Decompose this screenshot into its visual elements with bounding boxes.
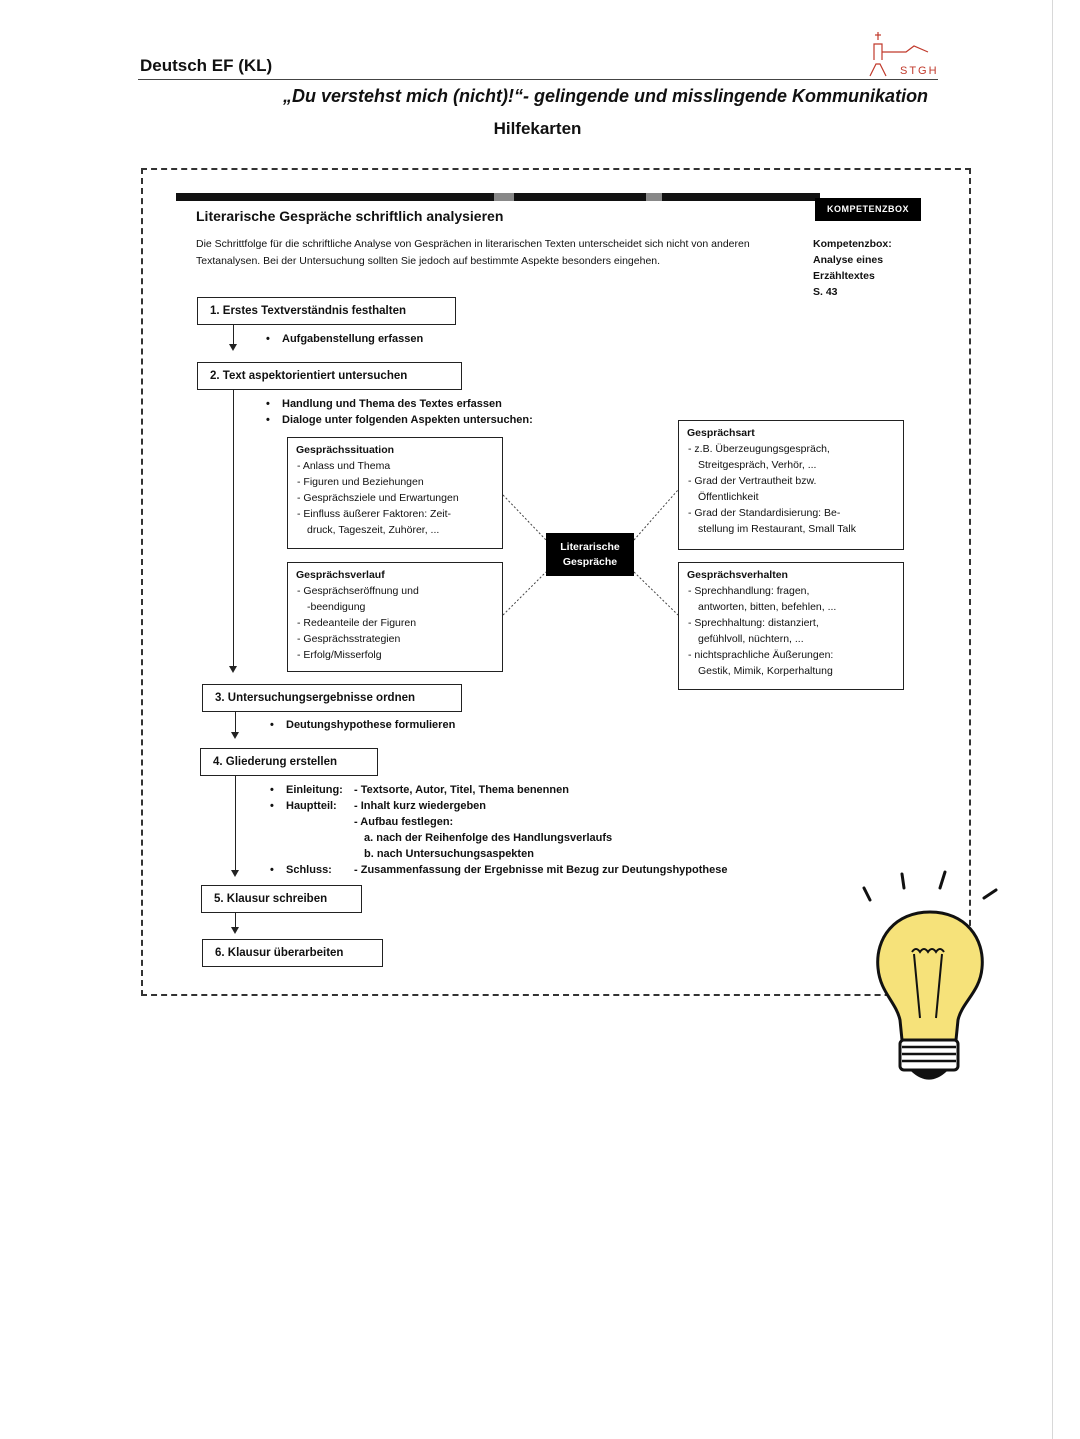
gliederung-text: - Inhalt kurz wiedergeben <box>354 800 487 812</box>
aspect-gespraechsverhalten <box>678 562 904 690</box>
bullet-text: Handlung und Thema des Textes erfassen <box>282 398 502 410</box>
bullet-text: Dialoge unter folgenden Aspekten untersuchen: <box>282 414 533 426</box>
center-node-literarische-gespraeche <box>546 533 634 576</box>
aspect-item: - Figuren und Beziehungen <box>297 476 424 488</box>
step-1-box: 1. Erstes Textverständnis festhalten <box>197 297 456 325</box>
bullet-text: Aufgabenstellung erfassen <box>282 333 424 345</box>
step-5-box: 5. Klausur schreiben <box>201 885 362 913</box>
aspect-item: gefühlvoll, nüchtern, ... <box>698 633 804 645</box>
flow-arrow <box>229 344 237 351</box>
gliederung-details: • Einleitung: - Textsorte, Autor, Titel, Thema benennen • Hauptteil: - Inhalt kurz wiedergeben - Aufbau festlegen: a. nach der Reihenfolge des Handlungsverlaufs b. nach Untersuchungsaspekten • Schluss: - Zusammenfassung der Ergebnisse mit Bezug zur Deutungshypothese <box>270 784 728 876</box>
gliederung-label: Schluss: <box>286 864 332 876</box>
flow-arrow <box>231 927 239 934</box>
church-logo-icon <box>866 30 940 78</box>
gliederung-text: - Aufbau festlegen: <box>354 816 454 828</box>
aspect-item: - z.B. Überzeugungsgespräch, <box>688 443 830 455</box>
aspect-item: - Sprechhandlung: fragen, <box>688 585 810 597</box>
aspect-item: Öffentlichkeit <box>698 491 759 503</box>
gliederung-text: - Zusammenfassung der Ergebnisse mit Bezug zur Deutungshypothese <box>354 864 728 876</box>
kompetenzbox-badge: KOMPETENZBOX <box>815 198 921 221</box>
flow-arrow <box>229 666 237 673</box>
gliederung-label: Einleitung: <box>286 784 343 796</box>
card-top-bar-segment <box>646 193 662 201</box>
kompetenzbox-reference <box>813 236 923 300</box>
flow-line <box>233 324 234 346</box>
aspect-item: - Anlass und Thema <box>297 460 391 472</box>
flow-arrow <box>231 732 239 739</box>
flow-arrow <box>231 870 239 877</box>
aspect-item: - Grad der Standardisierung: Be- <box>688 507 841 519</box>
course-label: Deutsch EF (KL) <box>140 56 273 75</box>
reference-line: S. 43 <box>813 286 838 298</box>
center-label-line: Gespräche <box>562 555 618 568</box>
step-2-box: 2. Text aspektorientiert untersuchen <box>197 362 462 390</box>
gliederung-text: - Textsorte, Autor, Titel, Thema benennen <box>354 784 569 796</box>
gliederung-text: b. nach Untersuchungsaspekten <box>364 848 534 860</box>
aspect-item: - Einfluss äußerer Faktoren: Zeit- <box>297 508 452 520</box>
gliederung-label: Hauptteil: <box>286 800 337 812</box>
aspect-item: - nichtsprachliche Äußerungen: <box>688 649 834 661</box>
aspect-item: - Redeanteile der Figuren <box>297 617 417 629</box>
center-label-line: Literarische <box>560 540 620 553</box>
lightbulb-icon <box>850 870 1010 1095</box>
step-6-box: 6. Klausur überarbeiten <box>202 939 383 967</box>
aspect-item: -beendigung <box>307 601 366 613</box>
aspect-item: Gestik, Mimik, Korperhaltung <box>698 665 833 677</box>
aspect-item: - Grad der Vertrautheit bzw. <box>688 475 817 487</box>
aspect-title: Gesprächsverhalten <box>687 569 788 581</box>
aspect-item: antworten, bitten, befehlen, ... <box>698 601 837 613</box>
reference-line: Erzähltextes <box>813 270 875 282</box>
step-1-bullet: • Aufgabenstellung erfassen <box>266 333 424 345</box>
page-title: „Du verstehst mich (nicht)!“- gelingende und misslingende Kommunikation <box>283 86 929 106</box>
flow-line <box>235 712 236 734</box>
card-top-bar-segment <box>494 193 514 201</box>
step-3-box: 3. Untersuchungsergebnisse ordnen <box>202 684 462 712</box>
header-rule <box>138 79 938 80</box>
aspect-title: Gesprächssituation <box>296 444 395 456</box>
aspect-item: druck, Tageszeit, Zuhörer, ... <box>307 524 440 536</box>
logo-text: STGH <box>900 65 939 77</box>
aspect-title: Gesprächsverlauf <box>296 569 385 581</box>
intro-text: Die Schrittfolge für die schriftliche Analyse von Gesprächen in literarischen Texten unterscheidet sich nicht von anderen Textanalysen. Bei der Untersuchung sollten Sie jedoch auf bestimmte Aspekte besonders eingehen. <box>196 238 750 267</box>
page-subtitle: Hilfekarten <box>493 119 582 138</box>
aspect-item: - Sprechhaltung: distanziert, <box>688 617 819 629</box>
aspect-title: Gesprächsart <box>687 427 755 439</box>
aspect-gespraechsverlauf <box>287 562 503 672</box>
aspect-item: - Gesprächsstrategien <box>297 633 401 645</box>
aspect-item: stellung im Restaurant, Small Talk <box>698 523 856 535</box>
flow-line <box>235 775 236 872</box>
flow-line <box>233 390 234 668</box>
aspect-item: - Erfolg/Misserfolg <box>297 649 382 661</box>
reference-line: Kompetenzbox: <box>813 238 892 250</box>
step-3-bullet: • Deutungshypothese formulieren <box>270 719 456 731</box>
step-2-bullet: • Dialoge unter folgenden Aspekten untersuchen: <box>266 414 533 426</box>
step-2-bullet: • Handlung und Thema des Textes erfassen <box>266 398 502 410</box>
aspect-item: - Gesprächseröffnung und <box>297 585 419 597</box>
gliederung-text: a. nach der Reihenfolge des Handlungsverlaufs <box>364 832 613 844</box>
page-edge-line <box>1052 0 1053 1439</box>
aspect-gespraechssituation <box>287 437 503 549</box>
aspect-item: - Gesprächsziele und Erwartungen <box>297 492 459 504</box>
reference-line: Analyse eines <box>813 254 884 266</box>
aspect-gespraechsart <box>678 420 904 550</box>
section-title: Literarische Gespräche schriftlich analysieren <box>196 208 504 224</box>
aspect-item: Streitgespräch, Verhör, ... <box>698 459 817 471</box>
step-4-box: 4. Gliederung erstellen <box>200 748 378 776</box>
bullet-text: Deutungshypothese formulieren <box>286 719 456 731</box>
